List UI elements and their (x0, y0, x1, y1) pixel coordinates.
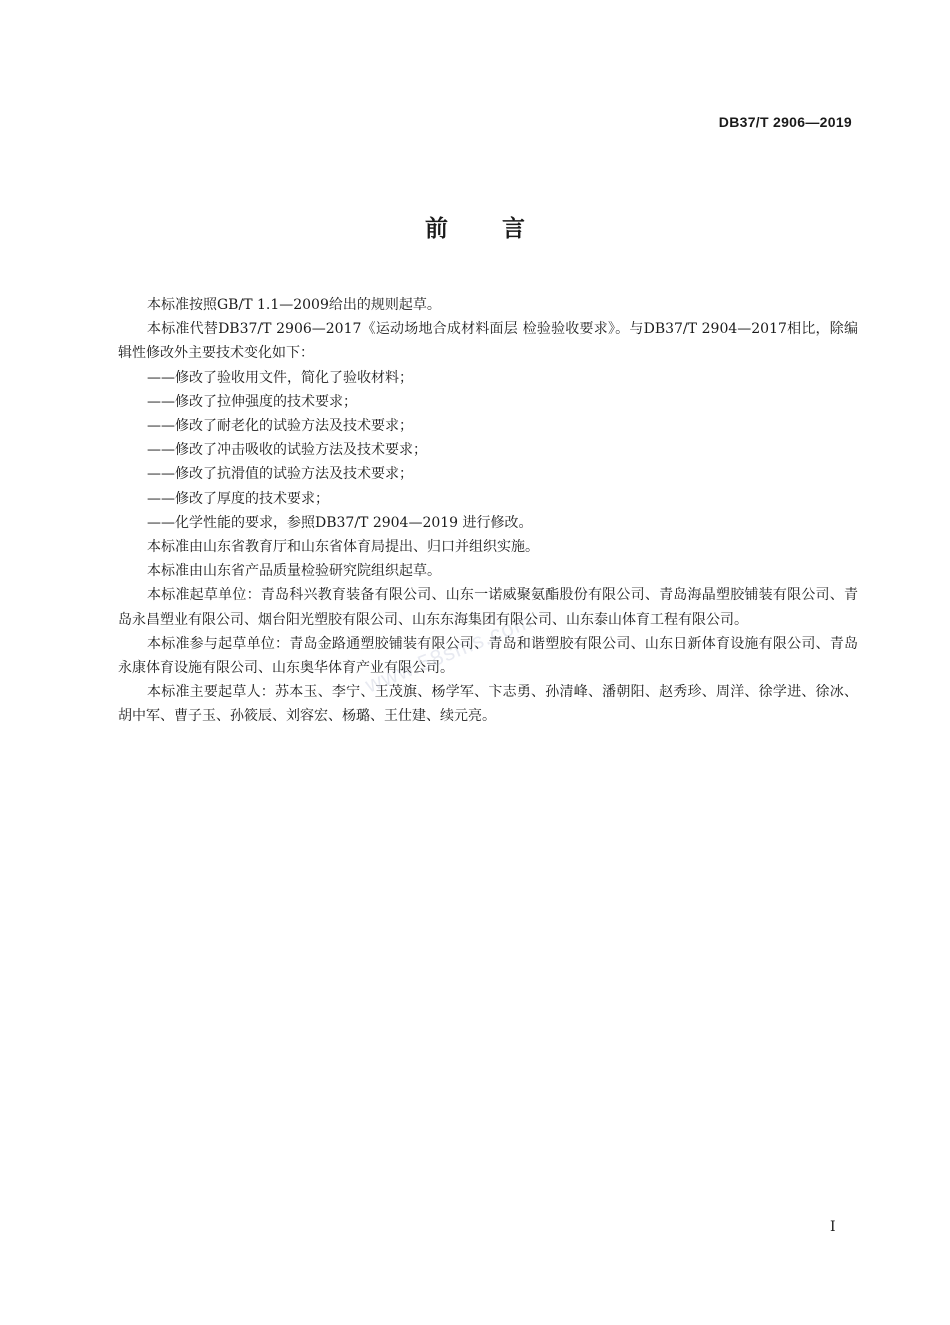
paragraph: 本标准代替DB37/T 2906—2017《运动场地合成材料面层 检验验收要求》。与DB37/T 2904—2017相比，除编辑性修改外主要技术变化如下： (118, 321, 858, 362)
page-number: I (830, 1219, 836, 1235)
change-list-item: ——修改了厚度的技术要求； (147, 490, 329, 507)
drafting-units: 本标准起草单位：青岛科兴教育装备有限公司、山东一诺威聚氨酯股份有限公司、青岛海晶塑胶铺装有限公司、青岛永昌塑业有限公司、烟台阳光塑胶有限公司、山东东海集团有限公司、山东泰山体育工程有限公司。 (118, 587, 858, 628)
paragraph: 本标准由山东省产品质量检验研究院组织起草。 (147, 563, 441, 580)
page-title: 前言 (425, 216, 579, 242)
watermark: www.58sms.com (361, 607, 537, 698)
change-list-item: ——修改了拉伸强度的技术要求； (147, 393, 357, 410)
paragraph: 本标准由山东省教育厅和山东省体育局提出、归口并组织实施。 (147, 539, 539, 556)
change-list-item: ——修改了验收用文件，简化了验收材料； (147, 369, 413, 386)
change-list-item: ——修改了冲击吸收的试验方法及技术要求； (147, 442, 427, 459)
change-list-item: ——修改了抗滑值的试验方法及技术要求； (147, 466, 413, 483)
standard-number: DB37/T 2906—2019 (718, 114, 852, 130)
paragraph: 本标准按照GB/T 1.1—2009给出的规则起草。 (147, 297, 441, 313)
change-list-item: ——化学性能的要求，参照DB37/T 2904—2019 进行修改。 (147, 514, 533, 531)
foreword-body (118, 293, 858, 729)
main-drafters: 本标准主要起草人：苏本玉、李宁、王茂旗、杨学军、卞志勇、孙清峰、潘朝阳、赵秀珍、周洋、徐学进、徐冰、胡中军、曹子玉、孙筱辰、刘容宏、杨璐、王仕建、续元亮。 (118, 684, 858, 725)
change-list-item: ——修改了耐老化的试验方法及技术要求； (147, 418, 413, 435)
participating-units: 本标准参与起草单位：青岛金路通塑胶铺装有限公司、青岛和谐塑胶有限公司、山东日新体育设施有限公司、青岛永康体育设施有限公司、山东奥华体育产业有限公司。 (118, 635, 858, 677)
